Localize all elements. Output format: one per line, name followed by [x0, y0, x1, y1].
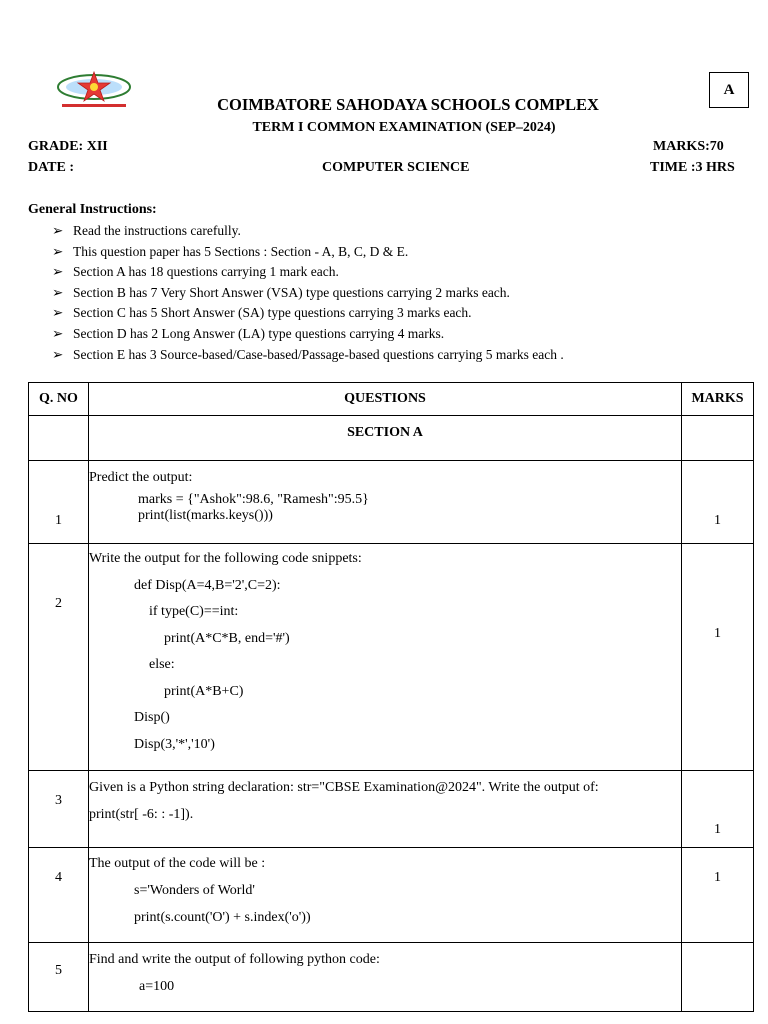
subject-label: COMPUTER SCIENCE — [322, 160, 470, 175]
question-set-label: A — [709, 72, 749, 108]
question-number: 1 — [55, 513, 62, 528]
qno-header: Q. NO — [29, 383, 89, 416]
arrow-bullet-icon: ➢ — [52, 325, 64, 341]
question-number: 3 — [55, 793, 62, 808]
questions-table — [28, 382, 754, 1012]
date-label: DATE : — [28, 160, 75, 175]
question-marks: 1 — [714, 870, 721, 885]
table-header-row — [29, 383, 754, 416]
question-marks: 1 — [714, 513, 721, 528]
question-text: The output of the code will be : s='Wonders of World' print(s.count('O') + s.index('o')) — [89, 848, 682, 943]
question-marks: 1 — [714, 822, 721, 837]
arrow-bullet-icon: ➢ — [52, 346, 64, 362]
arrow-bullet-icon: ➢ — [52, 223, 64, 238]
marks-label: MARKS:70 — [653, 139, 724, 154]
question-text: Write the output for the following code snippets: def Disp(A=4,B='2',C=2): if type(C)==int: print(A*C*B, end='#') else: print(A*B+C) Disp() Disp(3,'*','10') — [89, 544, 682, 771]
instruction-item: ➢ Section B has 7 Very Short Answer (VSA) type questions carrying 2 marks each. — [52, 283, 564, 304]
question-number: 2 — [55, 596, 62, 611]
question-text: Find and write the output of following python code: a=100 — [89, 943, 682, 1012]
instruction-item: ➢ Section A has 18 questions carrying 1 mark each. — [52, 262, 564, 283]
question-number: 4 — [55, 870, 62, 885]
section-a-title: SECTION A — [89, 416, 682, 461]
instruction-item: ➢ Read the instructions carefully. — [52, 221, 564, 242]
table-row — [29, 544, 754, 771]
exam-title: TERM I COMMON EXAMINATION (SEP–2024) — [252, 120, 556, 135]
question-text: Given is a Python string declaration: str="CBSE Examination@2024". Write the output of: print(str[ -6: : -1]). — [89, 771, 682, 848]
instructions-title: General Instructions: — [28, 202, 157, 217]
arrow-bullet-icon: ➢ — [52, 264, 64, 280]
table-row — [29, 461, 754, 544]
instruction-item: ➢ Section E has 3 Source-based/Case-based/Passage-based questions carrying 5 marks each . — [52, 345, 564, 366]
instructions-list — [52, 221, 564, 365]
instruction-item: ➢ Section D has 2 Long Answer (LA) type questions carrying 4 marks. — [52, 324, 564, 345]
grade-label: GRADE: XII — [28, 139, 108, 154]
table-row — [29, 943, 754, 1012]
question-number: 5 — [55, 963, 62, 978]
table-row — [29, 771, 754, 848]
table-row — [29, 848, 754, 943]
question-marks: 1 — [714, 626, 721, 641]
arrow-bullet-icon: ➢ — [52, 243, 64, 259]
section-row — [29, 416, 754, 461]
arrow-bullet-icon: ➢ — [52, 284, 64, 300]
instruction-item: ➢ Section C has 5 Short Answer (SA) type questions carrying 3 marks each. — [52, 303, 564, 324]
arrow-bullet-icon: ➢ — [52, 305, 64, 321]
questions-header: QUESTIONS — [89, 383, 682, 416]
marks-header: MARKS — [682, 383, 754, 416]
instruction-item: ➢ This question paper has 5 Sections : Section - A, B, C, D & E. — [52, 242, 564, 263]
time-label: TIME :3 HRS — [650, 160, 735, 175]
question-text: Predict the output: marks = {"Ashok":98.6, "Ramesh":95.5} print(list(marks.keys())) — [89, 461, 682, 544]
organization-title: COIMBATORE SAHODAYA SCHOOLS COMPLEX — [217, 95, 599, 114]
